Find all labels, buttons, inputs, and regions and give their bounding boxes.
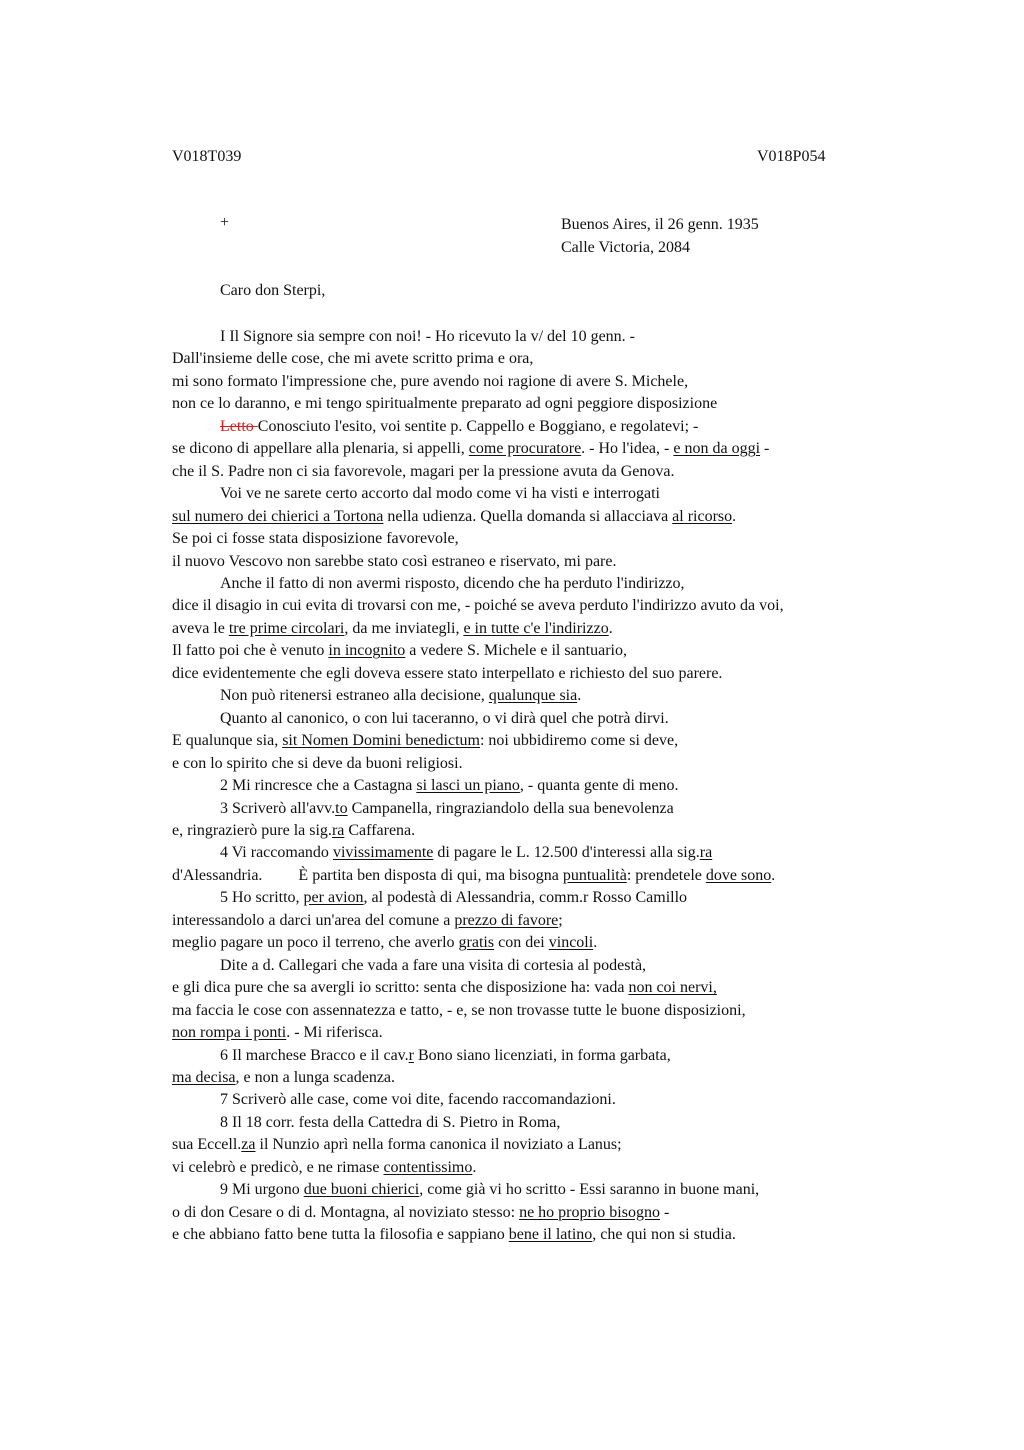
text-segment: 5 Ho scritto, [220, 889, 304, 907]
text-segment: Conosciuto l'esito, voi sentite p. Cappello e Boggiano, e regolatevi; - [257, 417, 699, 435]
text-segment: 4 Vi raccomando [220, 844, 333, 862]
text-line [172, 977, 932, 999]
text-segment: 6 Il marchese Bracco e il cav. [220, 1046, 409, 1064]
text-segment: e che abbiano fatto bene tutta la filosofia e sappiano [172, 1226, 509, 1244]
underlined-text: sul numero dei chierici a Tortona [172, 507, 384, 525]
text-line [172, 1157, 932, 1179]
text-segment: dice evidentemente che egli doveva essere stato interpellato e richiesto del suo parere. [172, 664, 723, 682]
text-line [172, 371, 932, 393]
text-segment: : noi ubbidiremo come si deve, [479, 732, 679, 750]
text-segment: 2 Mi rincresce che a Castagna [220, 777, 417, 795]
text-segment: Caffarena. [344, 821, 416, 839]
text-segment: interessandolo a darci un'area del comune a [172, 911, 455, 929]
underlined-text: non rompa i ponti [172, 1024, 287, 1042]
text-segment: 8 Il 18 corr. festa della Cattedra di S. Pietro in Roma, [220, 1113, 561, 1131]
text-segment: Anche il fatto di non avermi risposto, dicendo che ha perduto l'indirizzo, [220, 574, 685, 592]
text-line [172, 775, 932, 797]
text-segment: o di don Cesare o di d. Montagna, al noviziato stesso: [172, 1203, 520, 1221]
text-segment: Voi ve ne sarete certo accorto dal modo come vi ha visti e interrogati [220, 485, 660, 503]
text-segment: non ce lo daranno, e mi tengo spiritualmente preparato ad ogni peggiore disposizione [172, 395, 718, 413]
underlined-text: tre prime circolari [228, 619, 345, 637]
text-line [172, 348, 932, 370]
text-line [172, 1089, 932, 1111]
place-date: Buenos Aires, il 26 genn. 1935 [561, 216, 759, 233]
text-line [172, 1067, 932, 1089]
text-segment: , - quanta gente di meno. [519, 777, 679, 795]
text-line [172, 618, 932, 640]
underlined-text: ma decisa [172, 1068, 236, 1086]
text-segment: . [732, 507, 737, 525]
underlined-text: vincoli [548, 934, 594, 952]
text-segment: È partita ben disposta di qui, ma bisogna [298, 866, 563, 884]
street-address: Calle Victoria, 2084 [561, 238, 690, 256]
text-line [172, 910, 932, 932]
document-code-left: V018T039 [172, 148, 242, 165]
text-segment: . [472, 1158, 477, 1176]
text-segment: d'Alessandria. [172, 866, 263, 884]
underlined-text: due buoni chierici [303, 1181, 420, 1199]
text-segment: mi sono formato l'impressione che, pure avendo noi ragione di avere S. Michele, [172, 372, 689, 390]
text-segment: . [593, 934, 598, 952]
letter-body [172, 326, 932, 1247]
text-line [172, 820, 932, 842]
text-segment: , da me inviategli, [344, 619, 464, 637]
underlined-text: e in tutte c'e l'indirizzo [463, 619, 609, 637]
text-segment: Quanto al canonico, o con lui taceranno, o vi dirà quel che potrà dirvi. [220, 709, 669, 727]
text-segment: a vedere S. Michele e il santuario, [405, 642, 627, 660]
text-line [172, 640, 932, 662]
text-line [172, 506, 932, 528]
underlined-text: vivissimamente [332, 844, 434, 862]
text-segment: se dicono di appellare alla plenaria, si appelli, [172, 440, 469, 458]
text-segment: . [577, 687, 582, 705]
text-line [172, 1045, 932, 1067]
text-line [172, 483, 932, 505]
text-segment: 7 Scriverò alle case, come voi dite, facendo raccomandazioni. [220, 1091, 616, 1109]
text-segment: - [760, 440, 770, 458]
text-segment: . - Ho l'idea, - [581, 440, 674, 458]
text-line [172, 1022, 932, 1044]
text-segment: e gli dica pure che sa avergli io scritto: senta che disposizione ha: vada [172, 979, 629, 997]
text-line [172, 551, 932, 573]
text-line [172, 798, 932, 820]
text-segment: e, ringrazierò pure la sig. [172, 821, 332, 839]
text-line [172, 416, 932, 438]
text-line [172, 753, 932, 775]
text-segment: . - Mi riferisca. [286, 1024, 383, 1042]
text-line [172, 685, 932, 707]
underlined-text: qualunque sia [488, 687, 578, 705]
text-line [172, 326, 932, 348]
text-segment: Bono siano licenziati, in forma garbata, [413, 1046, 671, 1064]
underlined-text: al ricorso [672, 507, 733, 525]
text-segment: , che qui non si studia. [592, 1226, 736, 1244]
text-segment: sua Eccell. [172, 1136, 242, 1154]
text-segment: Dall'insieme delle cose, che mi avete scritto prima e ora, [172, 350, 534, 368]
text-segment: aveva le [172, 619, 229, 637]
text-segment: : prendetele [626, 866, 706, 884]
text-segment: con dei [494, 934, 549, 952]
text-segment: dice il disagio in cui evita di trovarsi con me, - poiché se aveva perduto l'indirizzo avuto da voi, [172, 597, 784, 615]
text-segment: 3 Scriverò all'avv. [220, 799, 336, 817]
text-segment: E qualunque sia, [172, 732, 283, 750]
underlined-text: sit Nomen Domini benedictum [282, 732, 480, 750]
text-segment: ma faccia le cose con assennatezza e tatto, - e, se non trovasse tutte le buone disposizioni, [172, 1001, 746, 1019]
text-line [172, 573, 932, 595]
text-segment: Non può ritenersi estraneo alla decisione, [220, 687, 489, 705]
text-line [172, 730, 932, 752]
underlined-text: ne ho proprio bisogno [519, 1203, 660, 1221]
text-segment: nella udienza. Quella domanda si allacciava [383, 507, 673, 525]
salutation: Caro don Sterpi, [220, 282, 326, 299]
text-segment: 9 Mi urgono [220, 1181, 304, 1199]
text-line [172, 393, 932, 415]
text-line [172, 1179, 932, 1201]
text-segment: di pagare le L. 12.500 d'interessi alla sig. [433, 844, 700, 862]
text-line [172, 438, 932, 460]
underlined-text: bene il latino [508, 1226, 593, 1244]
sender-address [561, 214, 759, 259]
text-segment: Se poi ci fosse stata disposizione favorevole, [172, 530, 459, 548]
underlined-text: puntualità [562, 866, 627, 884]
text-line [172, 663, 932, 685]
text-segment: vi celebrò e predicò, e ne rimase [172, 1158, 384, 1176]
underlined-text: per avion [303, 889, 364, 907]
underlined-text: r [408, 1046, 414, 1064]
text-segment: . [608, 619, 613, 637]
text-segment: ; [558, 911, 563, 929]
text-line [172, 1000, 932, 1022]
underlined-text: prezzo di favore [454, 911, 559, 929]
text-line [172, 955, 932, 977]
text-segment: Il fatto poi che è venuto [172, 642, 329, 660]
underlined-text: come procuratore [468, 440, 582, 458]
text-line [172, 1112, 932, 1134]
text-segment: il Nunzio aprì nella forma canonica il noviziato a Lanus; [255, 1136, 622, 1154]
text-segment: Dite a d. Callegari che vada a fare una visita di cortesia al podestà, [220, 956, 647, 974]
underlined-text: to [335, 799, 348, 817]
text-line [172, 932, 932, 954]
text-segment: , al podestà di Alessandria, comm.r Rosso Camillo [363, 889, 688, 907]
text-segment: e con lo spirito che si deve da buoni religiosi. [172, 754, 463, 772]
underlined-text: si lasci un piano [416, 777, 520, 795]
document-code-right: V018P054 [757, 148, 826, 165]
text-line [172, 887, 932, 909]
text-line [172, 595, 932, 617]
underlined-text: gratis [458, 934, 495, 952]
underlined-text: dove sono [705, 866, 772, 884]
text-line [172, 865, 932, 887]
cross-mark: + [220, 214, 230, 231]
underlined-text: ra [331, 821, 345, 839]
text-segment: meglio pagare un poco il terreno, che averlo [172, 934, 459, 952]
text-line [172, 1202, 932, 1224]
text-segment: Campanella, ringraziandolo della sua benevolenza [347, 799, 674, 817]
text-segment: - [659, 1203, 670, 1221]
text-segment: il nuovo Vescovo non sarebbe stato così estraneo e riservato, mi pare. [172, 552, 617, 570]
text-segment: , come già vi ho scritto - Essi saranno in buone mani, [419, 1181, 760, 1199]
text-line [172, 842, 932, 864]
underlined-text: za [241, 1136, 256, 1154]
text-line [172, 708, 932, 730]
underlined-text: e non da oggi [673, 440, 761, 458]
underlined-text: in incognito [328, 642, 406, 660]
text-segment: , e non a lunga scadenza. [235, 1068, 396, 1086]
text-line [172, 461, 932, 483]
text-line [172, 1134, 932, 1156]
text-segment: che il S. Padre non ci sia favorevole, magari per la pressione avuta da Genova. [172, 462, 675, 480]
text-segment: . [771, 866, 776, 884]
underlined-text: ra [699, 844, 713, 862]
underlined-text: non coi nervi, [628, 979, 717, 997]
underlined-text: contentissimo [383, 1158, 473, 1176]
struck-word: Letto [220, 417, 258, 435]
text-line [172, 1224, 932, 1246]
text-segment: I Il Signore sia sempre con noi! - Ho ricevuto la v/ del 10 genn. - [220, 328, 635, 345]
text-line [172, 528, 932, 550]
